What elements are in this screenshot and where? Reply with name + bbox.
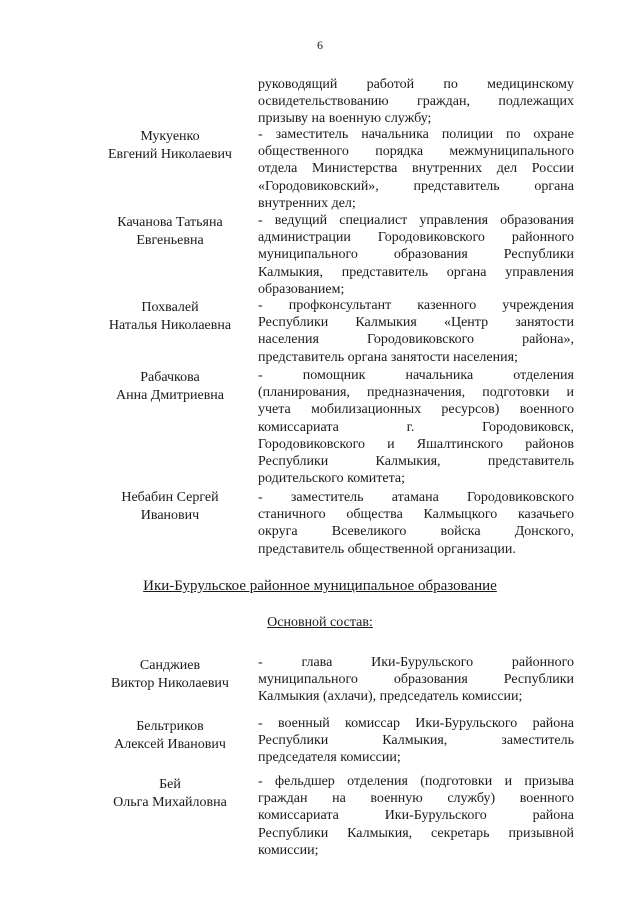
duty-line: образованием; [258, 281, 345, 297]
member-name-line: Евгеньевна [136, 233, 204, 248]
member-duties [258, 654, 574, 706]
duty-line: Республики Калмыкия, заместитель [258, 733, 574, 749]
member-name-line: Виктор Николаевич [111, 676, 229, 691]
duty-line: Республики Калмыкия «Центр занятости [258, 315, 574, 331]
subsection-title: Основной состав: [267, 615, 373, 630]
duty-line: внутренних дел; [258, 195, 356, 211]
member-duties [258, 367, 574, 487]
member-name-line: Евгений Николаевич [108, 147, 232, 162]
member-name [90, 489, 250, 525]
duty-line: председателя комиссии; [258, 750, 401, 766]
duty-line: учета мобилизационных ресурсов) военного [258, 402, 574, 418]
duty-line: администрации Городовиковского районного [258, 230, 574, 246]
duty-line: комиссариата г. Городовиковск, [258, 419, 574, 435]
member-duties [258, 126, 574, 212]
member-name [90, 776, 250, 812]
member-duties [258, 489, 574, 558]
duty-line: - заместитель начальника полиции по охране [258, 127, 574, 142]
duty-line: - помощник начальника отделения [258, 368, 574, 383]
duty-line: Калмыкия (ахлачи), председатель комиссии; [258, 689, 523, 705]
member-name-line: Алексей Иванович [114, 737, 226, 752]
duty-line: - заместитель атамана Городовиковского [258, 490, 574, 505]
section-title: Ики-Бурульское районное муниципальное образование [143, 578, 497, 594]
member-name-line: Санджиев [139, 658, 201, 673]
member-name [90, 299, 250, 335]
member-name-line: Наталья Николаевна [108, 318, 232, 333]
member-name [90, 214, 250, 250]
duty-line: муниципального образования Республики [258, 247, 574, 263]
duty-line: представитель органа занятости населения; [258, 349, 518, 365]
duty-line: станичного общества Калмыцкого казачьего [258, 507, 574, 523]
duty-line: граждан на военную службу) военного [258, 791, 574, 807]
duty-line: округа Всевеликого войска Донского, [258, 524, 574, 540]
duty-line: - ведущий специалист управления образования [258, 213, 574, 228]
member-duties [258, 773, 574, 859]
duty-line: руководящий работой по медицинскому [258, 77, 574, 92]
member-duties [258, 76, 574, 128]
member-duties [258, 715, 574, 767]
member-name-line: Бей [159, 777, 181, 792]
duty-line: Республики Калмыкия, представитель [258, 454, 574, 470]
member-name-line: Анна Дмитриевна [115, 388, 225, 403]
duty-line: - профконсультант казенного учреждения [258, 298, 574, 313]
page-number: 6 [317, 38, 323, 52]
member-duties [258, 212, 574, 298]
duty-line: «Городовиковский», представитель органа [258, 178, 574, 194]
duty-line: представитель общественной организации. [258, 541, 516, 557]
duty-line: Городовиковского и Яшалтинского районов [258, 436, 574, 452]
duty-line: комиссии; [258, 842, 319, 858]
member-name [90, 718, 250, 754]
duty-line: призыву на военную службу; [258, 111, 432, 127]
duty-line: - глава Ики-Бурульского районного [258, 655, 574, 670]
member-name-line: Бельтриков [136, 719, 204, 734]
duty-line: населения Городовиковского района», [258, 332, 574, 348]
duty-line: комиссариата Ики-Бурульского района [258, 808, 574, 824]
duty-line: родительского комитета; [258, 471, 406, 487]
duty-line: (планирования, предназначения, подготовки и [258, 385, 574, 401]
member-name [90, 128, 250, 164]
duty-line: - военный комиссар Ики-Бурульского района [258, 716, 574, 731]
member-name-line: Иванович [140, 508, 200, 523]
duty-line: освидетельствованию граждан, подлежащих [258, 94, 574, 110]
duty-line: муниципального образования Республики [258, 672, 574, 688]
duty-line: отдела Министерства внутренних дел России [258, 161, 574, 177]
member-name-line: Мукуенко [140, 129, 200, 144]
member-name [90, 657, 250, 693]
duty-line: - фельдшер отделения (подготовки и призыва [258, 774, 574, 789]
member-name-line: Рабачкова [140, 370, 200, 385]
member-name-line: Небабин Сергей [121, 490, 219, 505]
member-duties [258, 297, 574, 366]
duty-line: Калмыкия, представитель органа управления [258, 264, 574, 280]
member-name [90, 369, 250, 405]
duty-line: общественного порядка межмуниципального [258, 144, 574, 160]
member-name-line: Ольга Михайловна [113, 795, 227, 810]
member-name-line: Качанова Татьяна [117, 215, 223, 230]
duty-line: Республики Калмыкия, секретарь призывной [258, 825, 574, 841]
member-name-line: Похвалей [141, 300, 199, 315]
